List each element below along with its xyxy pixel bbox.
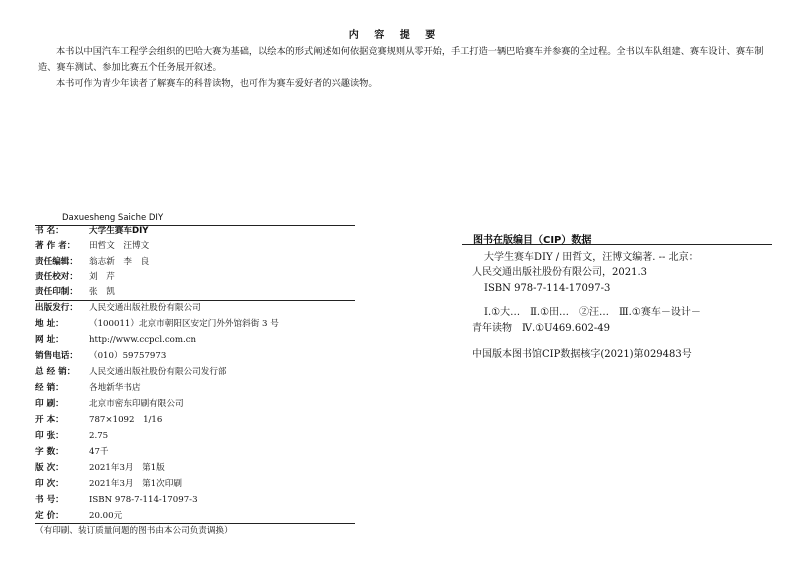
- colophon-value: 2.75: [89, 431, 109, 441]
- colophon-row: [35, 428, 108, 444]
- colophon-row: [35, 492, 198, 508]
- colophon-row: [35, 444, 109, 460]
- quality-notice: （有印刷、装订质量问题的图书由本公司负责调换）: [35, 526, 233, 536]
- cip-rule: [462, 244, 772, 245]
- colophon-row: [35, 223, 149, 239]
- colophon-label: 地 址：: [35, 319, 64, 329]
- colophon-value: 20.00元: [89, 511, 123, 521]
- colophon-label: 书 名：: [35, 226, 64, 236]
- colophon-row: [35, 269, 115, 285]
- colophon-label: 出版发行：: [35, 303, 78, 313]
- colophon-row: [35, 316, 279, 332]
- colophon-value: 各地新华书店: [89, 383, 141, 393]
- colophon-row: [35, 508, 122, 524]
- cip-line: 大学生赛车DIY / 田哲文，汪博文编著. -- 北京：: [484, 252, 699, 263]
- colophon-label: 书 号：: [35, 495, 64, 505]
- colophon-label: 开 本：: [35, 415, 64, 425]
- colophon-label: 经 销：: [35, 383, 64, 393]
- colophon-label: 印 张：: [35, 431, 64, 441]
- colophon-label: 版 次：: [35, 463, 64, 473]
- colophon-label: 网 址：: [35, 335, 64, 345]
- colophon-row: [35, 254, 149, 270]
- colophon-value: 787×1092 1/16: [89, 415, 163, 425]
- colophon-label: 著 作 者：: [35, 241, 76, 251]
- cip-heading: 图书在版编目（CIP）数据: [473, 235, 592, 246]
- colophon-label: 责任校对：: [35, 272, 78, 282]
- cip-line: 青年读物 Ⅳ.①U469.602-49: [472, 323, 611, 334]
- colophon-label: 定 价：: [35, 511, 64, 521]
- colophon-value: ISBN 978-7-114-17097-3: [89, 495, 198, 505]
- colophon-row: [35, 238, 149, 254]
- colophon-value: 田哲文 汪博文: [89, 241, 150, 251]
- colophon-row: [35, 396, 184, 412]
- colophon-row: [35, 476, 182, 492]
- colophon-row: [35, 364, 227, 380]
- cip-line: 中国版本图书馆CIP数据核字(2021)第029483号: [472, 349, 692, 360]
- colophon-row: [35, 380, 141, 396]
- colophon-value: 北京市密东印刷有限公司: [89, 399, 184, 409]
- colophon-label: 总 经 销：: [35, 367, 76, 377]
- colophon-row: [35, 460, 165, 476]
- colophon-row: [35, 348, 166, 364]
- colophon-value: 大学生赛车DIY: [89, 226, 149, 236]
- pinyin-title: Daxuesheng Saiche DIY: [62, 213, 164, 223]
- colophon-row: [35, 300, 201, 316]
- colophon-row: [35, 284, 115, 300]
- cip-line: Ⅰ.①大… Ⅱ.①田… ②汪… Ⅲ.①赛车－设计－: [484, 307, 701, 318]
- colophon-label: 责任印制：: [35, 287, 78, 297]
- colophon-value: （100011）北京市朝阳区安定门外外馆斜街 3 号: [89, 319, 279, 329]
- cip-line: ISBN 978-7-114-17097-3: [484, 283, 611, 294]
- colophon-label: 责任编辑：: [35, 257, 78, 267]
- summary-paragraph-2: 本书可作为青少年读者了解赛车的科普读物，也可作为赛车爱好者的兴趣读物。: [56, 78, 378, 89]
- colophon-row: [35, 412, 162, 428]
- colophon-row: [35, 332, 196, 348]
- colophon-value: 2021年3月 第1版: [89, 463, 165, 473]
- colophon-label: 销售电话：: [35, 351, 78, 361]
- colophon-label: 印 次：: [35, 479, 64, 489]
- cip-line: 人民交通出版社股份有限公司，2021.3: [472, 267, 647, 278]
- colophon-value: （010）59757973: [89, 351, 167, 361]
- colophon-label: 字 数：: [35, 447, 64, 457]
- colophon-value: 人民交通出版社股份有限公司: [89, 303, 201, 313]
- colophon-value: 47千: [89, 447, 109, 457]
- colophon-value: 刘 芹: [89, 272, 115, 282]
- summary-paragraph-1: 本书以中国汽车工程学会组织的巴哈大赛为基础，以绘本的形式阐述如何依据竞赛规则从零开始，手工打造一辆巴哈赛车并参赛的全过程。全书以车队组建、赛车设计、赛车制造、赛车测试、参加比赛五个任务展开叙述。: [38, 46, 764, 73]
- colophon-label: 印 刷：: [35, 399, 64, 409]
- colophon-value: 人民交通出版社股份有限公司发行部: [89, 367, 227, 377]
- colophon-value: http://www.ccpcl.com.cn: [89, 335, 197, 345]
- summary-title: 内 容 提 要: [348, 30, 442, 41]
- colophon-value: 翁志新 李 良: [89, 257, 150, 267]
- colophon-value: 张 凯: [89, 287, 115, 297]
- colophon-value: 2021年3月 第1次印刷: [89, 479, 182, 489]
